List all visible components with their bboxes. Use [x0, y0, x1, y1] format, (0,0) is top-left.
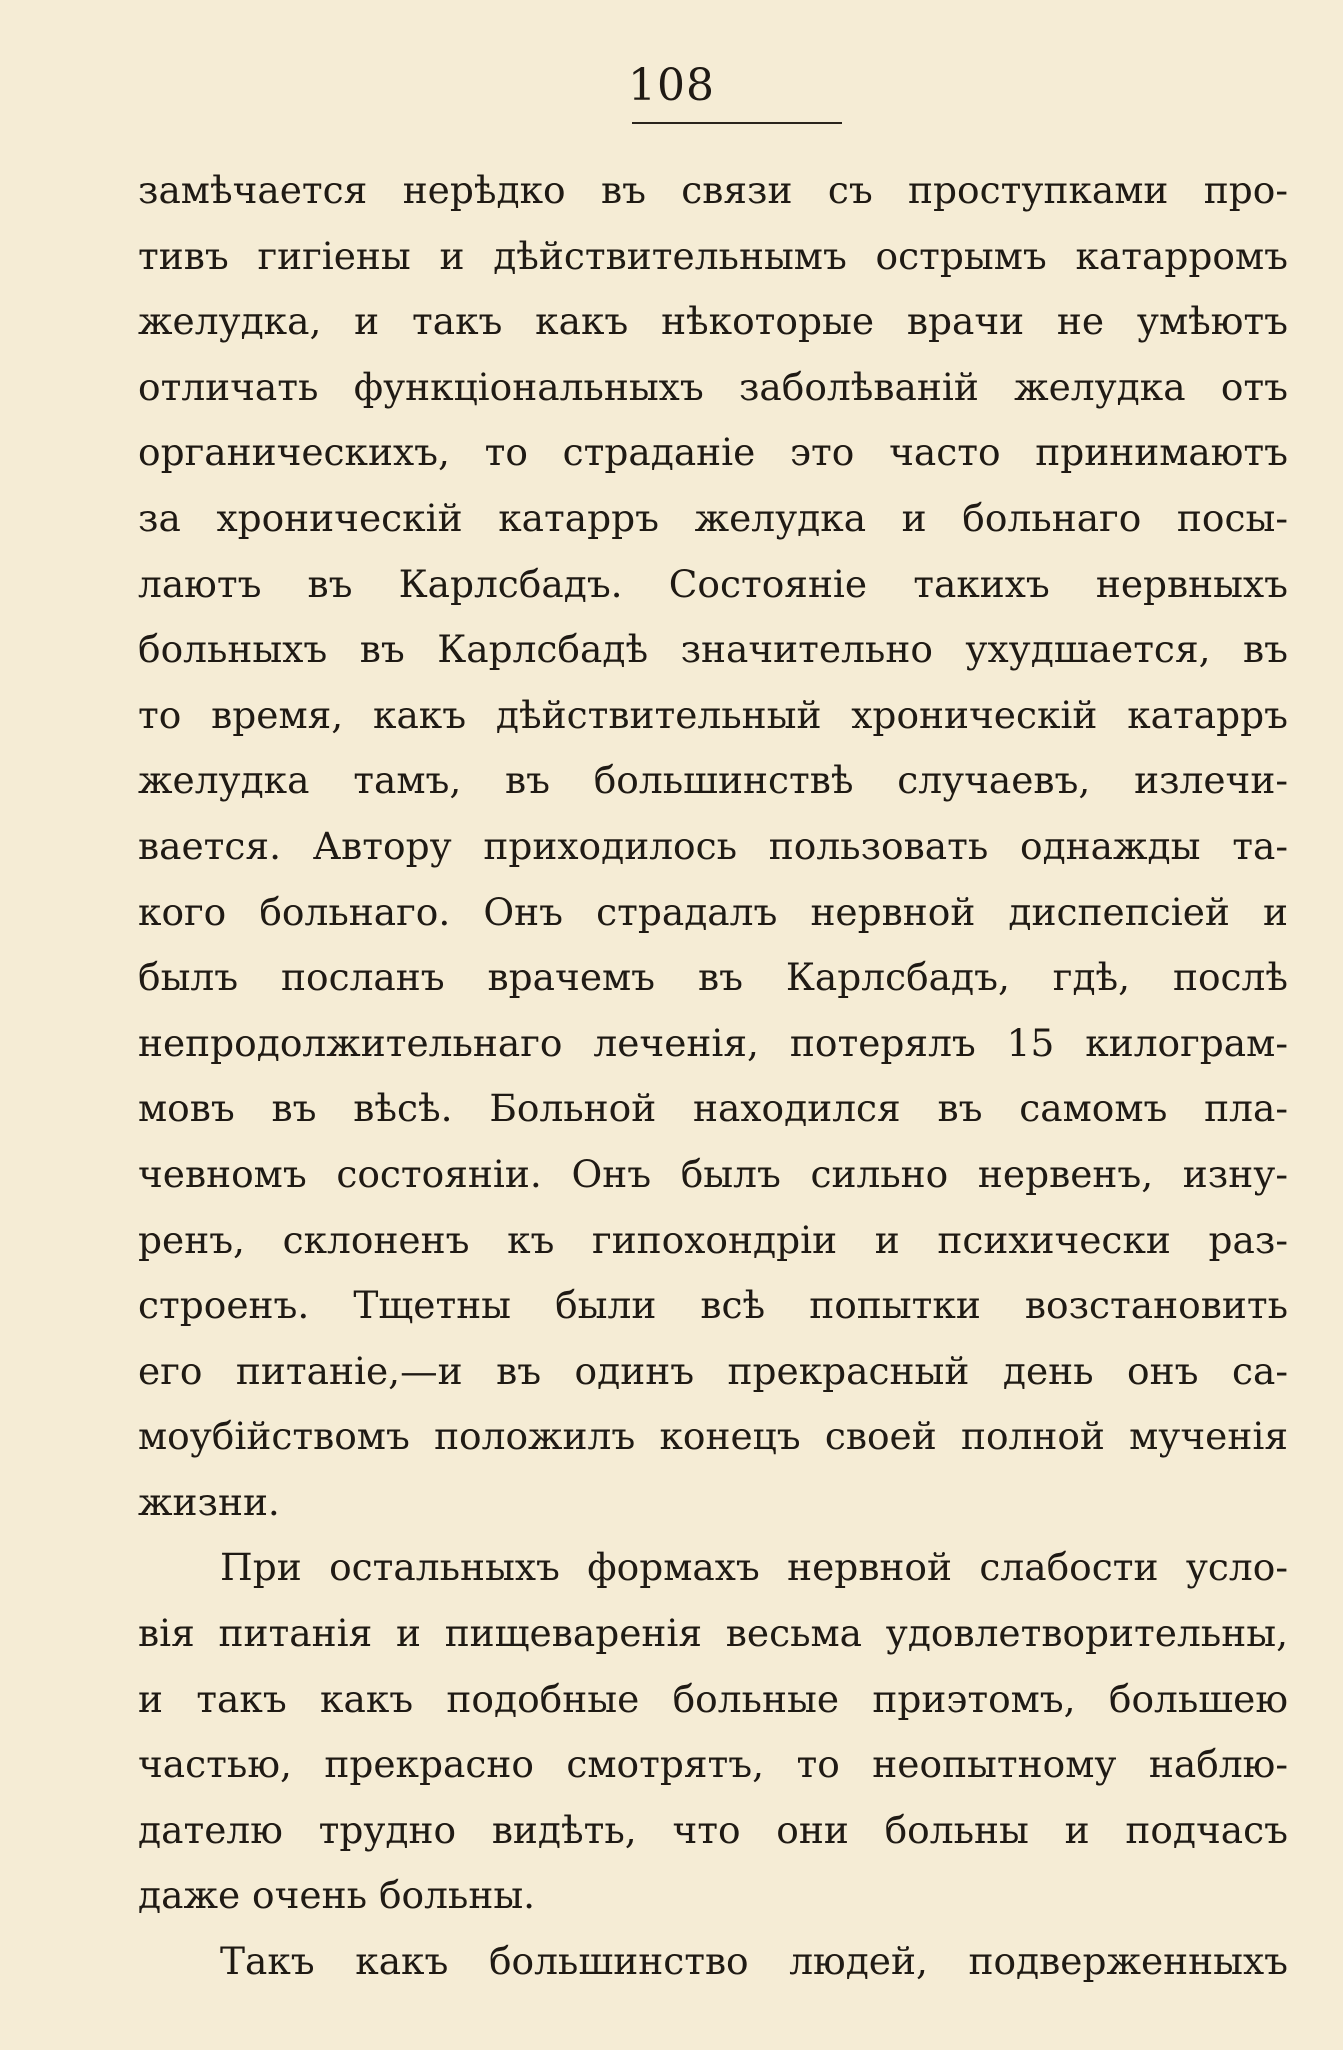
text-line: былъ посланъ врачемъ въ Карлсбадъ, гдѣ, послѣ — [138, 955, 1288, 1000]
text-line: то время, какъ дѣйствительный хроническій катарръ — [138, 692, 1288, 737]
text-line: Такъ какъ большинство людей, подверженныхъ — [220, 1939, 1288, 1984]
text-line: лаютъ въ Карлсбадъ. Состояніе такихъ нервныхъ — [138, 561, 1288, 606]
text-line: моубійствомъ положилъ конецъ своей полной мученія — [138, 1414, 1288, 1459]
text-line: чевномъ состояніи. Онъ былъ сильно нервенъ, изну- — [138, 1151, 1288, 1196]
text-line: желудка, и такъ какъ нѣкоторые врачи не умѣютъ — [138, 299, 1288, 344]
text-line: жизни. — [138, 1479, 280, 1524]
text-line: частью, прекрасно смотрятъ, то неопытному наблю- — [138, 1742, 1288, 1787]
text-line: непродолжительнаго леченія, потерялъ 15 килограм- — [138, 1020, 1288, 1065]
text-line: При остальныхъ формахъ нервной слабости усло- — [220, 1545, 1288, 1590]
text-line: кого больнаго. Онъ страдалъ нервной диспепсіей и — [138, 889, 1288, 934]
text-line: даже очень больны. — [138, 1873, 536, 1918]
text-line: и такъ какъ подобные больные приэтомъ, большею — [138, 1676, 1288, 1721]
text-line: вія питанія и пищеваренія весьма удовлетворительны, — [138, 1611, 1288, 1656]
text-line: отличать функціональныхъ заболѣваній желудка отъ — [138, 364, 1288, 409]
text-line: дателю трудно видѣть, что они больны и подчасъ — [138, 1807, 1288, 1852]
page-number: 108 — [628, 60, 715, 111]
text-line: мовъ въ вѣсѣ. Больной находился въ самомъ пла- — [138, 1086, 1288, 1131]
header-rule — [632, 122, 842, 124]
text-line: вается. Автору приходилось пользовать однажды та- — [138, 823, 1288, 868]
text-line: его питаніе,—и въ одинъ прекрасный день онъ са- — [138, 1348, 1288, 1393]
text-line: ренъ, склоненъ къ гипохондріи и психически раз- — [138, 1217, 1288, 1262]
text-line: строенъ. Тщетны были всѣ попытки возстановить — [138, 1283, 1288, 1328]
text-line: больныхъ въ Карлсбадѣ значительно ухудшается, въ — [138, 627, 1288, 672]
text-line: замѣчается нерѣдко въ связи съ проступками про- — [138, 168, 1288, 212]
body-text — [138, 158, 1288, 1995]
text-line: органическихъ, то страданіе это часто принимаютъ — [138, 430, 1288, 475]
text-line: за хроническій катарръ желудка и больнаго посы- — [138, 495, 1288, 540]
text-line: тивъ гигіены и дѣйствительнымъ острымъ катарромъ — [138, 233, 1288, 278]
text-line: желудка тамъ, въ большинствѣ случаевъ, излечи- — [138, 758, 1288, 803]
